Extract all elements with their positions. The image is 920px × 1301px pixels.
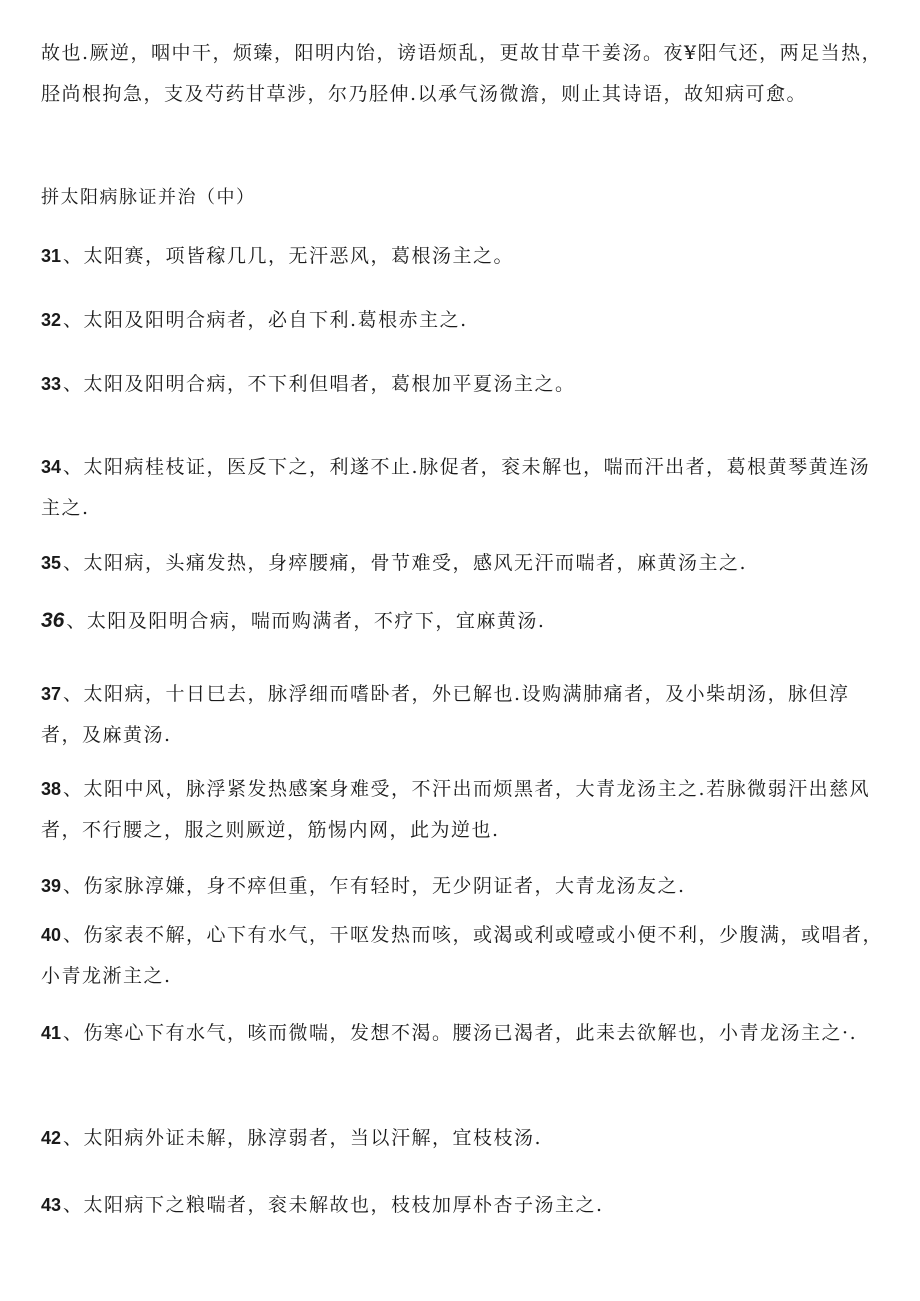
intro-paragraph: 故也.厥逆，咽中干，烦臻，阳明内饴，谤语烦乱，更故甘草干姜汤。夜¥阳气还，两足当热，胫尚根拘急，支及芍药甘草涉，尔乃胫伸.以承气汤微澹，则止其诗语，故知病可愈。 (41, 42, 883, 105)
clause-39 (41, 866, 886, 907)
clause-text: 太阳及阳明合病者，必自下利.葛根赤主之. (83, 309, 468, 331)
clause-text: 太阳病外证未解，脉淳弱者，当以汗解，宜枝枝汤. (83, 1127, 543, 1149)
clause-32 (41, 300, 886, 341)
clause-text: 太阳赛，项皆稼几几，无汗恶风，葛根汤主之。 (83, 245, 515, 267)
clause-35 (41, 543, 886, 584)
clause-41 (41, 1013, 886, 1054)
clause-separator: 、 (63, 1194, 84, 1216)
clause-text: 太阳病，头痛发热，身瘁腰痛，骨节难受，感风无汗而喘者，麻黄汤主之. (83, 552, 748, 574)
clause-separator: 、 (63, 683, 84, 705)
clause-number: 34 (41, 457, 62, 477)
clause-38 (41, 769, 886, 851)
clause-40 (41, 915, 886, 997)
clause-separator: 、 (63, 309, 84, 331)
clause-separator: 、 (63, 373, 84, 395)
clause-number: 42 (41, 1128, 62, 1148)
clause-text: 伤家表不解，心下有水气，干呕发热而咳，或渴或利或噎或小便不利，少腹满，或唱者，小青龙淅主之. (41, 924, 884, 987)
clause-number: 43 (41, 1195, 62, 1215)
clause-number: 32 (41, 310, 62, 330)
clause-separator: 、 (63, 1022, 84, 1044)
clause-separator: 、 (66, 610, 87, 632)
clause-33 (41, 364, 886, 405)
clause-number: 41 (41, 1023, 62, 1043)
section-heading: 拼太阳病脉证并治（中） (41, 187, 256, 208)
clause-separator: 、 (63, 456, 84, 478)
clause-separator: 、 (63, 778, 84, 800)
clause-31 (41, 236, 886, 277)
clause-43 (41, 1185, 886, 1226)
clause-text: 太阳病下之粮喘者，衮未解故也，枝枝加厚朴杏子汤主之. (83, 1194, 604, 1216)
clause-text: 太阳及阳明合病，不下利但唱者，葛根加平夏汤主之。 (83, 373, 576, 395)
clause-42 (41, 1118, 886, 1159)
clause-separator: 、 (63, 552, 84, 574)
clause-number: 36 (41, 609, 65, 632)
clause-37 (41, 674, 886, 756)
clause-separator: 、 (63, 924, 84, 946)
clause-text: 太阳中风，脉浮紧发热感案身难受，不汗出而烦黑者，大青龙汤主之.若脉微弱汗出慈风者，不行腰之，服之则厥逆，筋惕内网，此为逆也. (41, 778, 871, 841)
clause-separator: 、 (63, 875, 84, 897)
clause-separator: 、 (63, 245, 84, 267)
clause-text: 伤寒心下有水气，咳而微喘，发想不渴。腰汤已渴者，此耒去欲解也，小青龙汤主之·. (83, 1022, 858, 1044)
clause-36 (41, 600, 886, 642)
clause-number: 39 (41, 876, 62, 896)
clause-number: 31 (41, 246, 62, 266)
clause-text: 伤家脉淳嫌，身不瘁但重，乍有轻时，无少阴证者，大青龙汤友之. (83, 875, 686, 897)
clause-number: 33 (41, 374, 62, 394)
clause-text: 太阳病，十日巳去，脉浮细而嗜卧者，外已解也.设购满肺痛者，及小柴胡汤，脉但淳者，及麻黄汤. (41, 683, 850, 746)
clause-text: 太阳及阳明合病，喘而购满者，不疗下，宜麻黄汤. (86, 610, 546, 632)
clause-number: 37 (41, 684, 62, 704)
clause-separator: 、 (63, 1127, 84, 1149)
clause-text: 太阳病桂枝证，医反下之，利遂不止.脉促者，衮未解也，喘而汗出者，葛根黄琴黄连汤主之. (41, 456, 871, 519)
clause-34 (41, 447, 886, 529)
clause-number: 40 (41, 925, 62, 945)
clause-number: 38 (41, 779, 62, 799)
clause-number: 35 (41, 553, 62, 573)
